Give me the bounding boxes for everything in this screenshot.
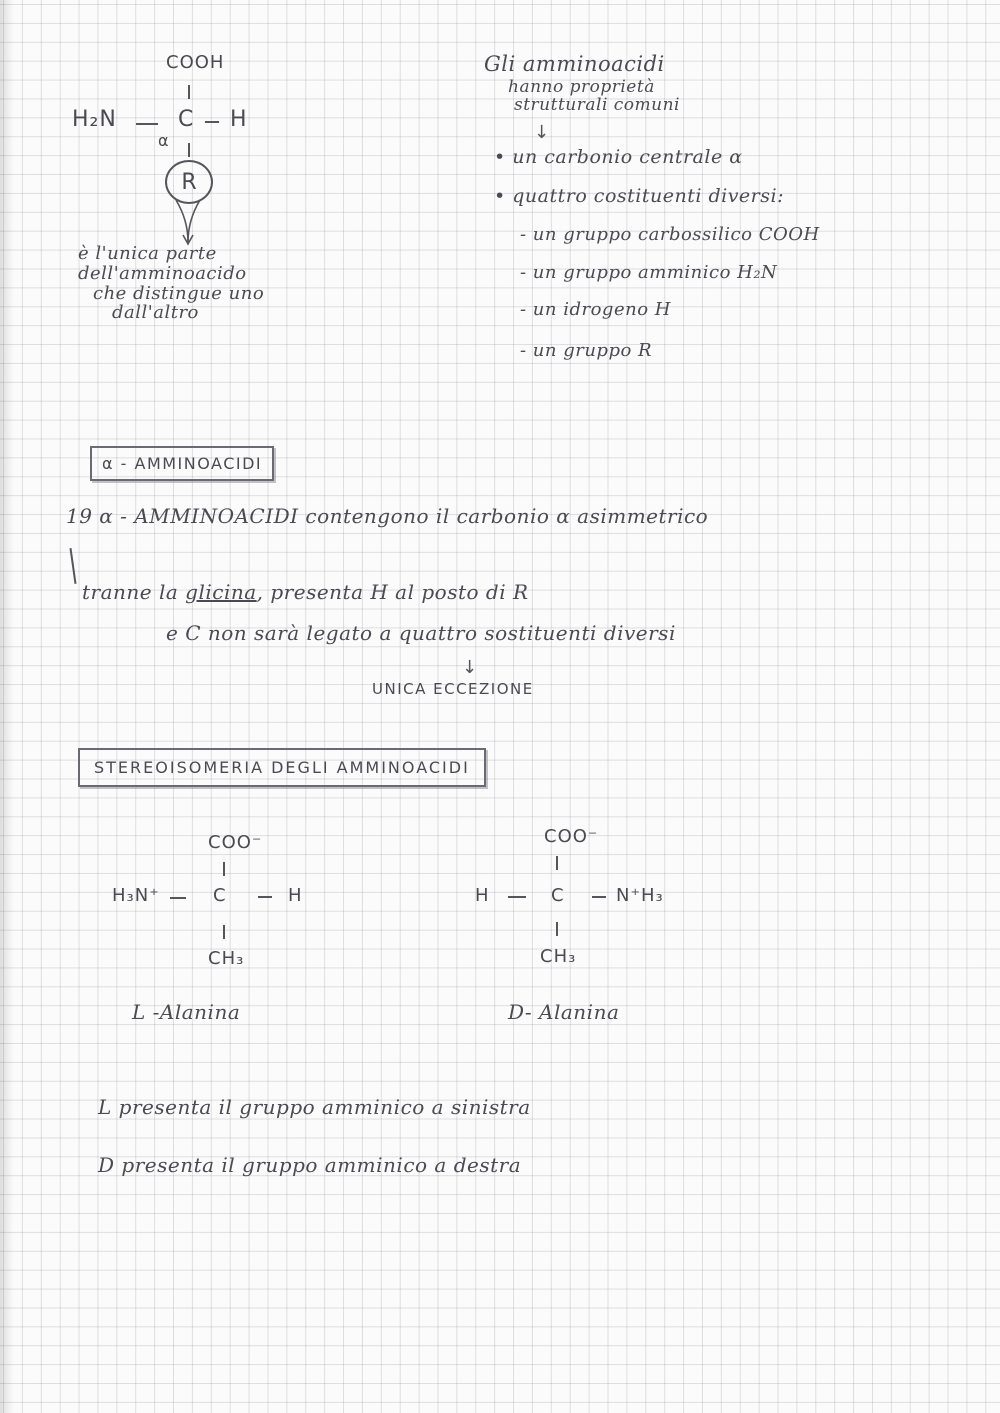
d-coo: COO⁻ <box>544 826 599 847</box>
bond-bottom <box>556 922 558 936</box>
l-h: H <box>288 885 303 906</box>
bond-right <box>205 121 219 123</box>
r-note-line: è l'unica parte <box>78 243 217 264</box>
exception-label: UNICA ECCEZIONE <box>372 680 534 698</box>
constituent-line: - un idrogeno H <box>520 299 671 320</box>
d-ch3: CH₃ <box>540 946 577 967</box>
structure-carbon: C <box>178 107 195 132</box>
r-arrow-icon <box>170 198 206 246</box>
r-note-line: dell'amminoacido <box>78 263 247 284</box>
r-group-label: R <box>181 169 197 195</box>
bond-left <box>170 897 186 899</box>
conclusion-line: L presenta il gruppo amminico a sinistra <box>98 1095 531 1119</box>
l-h3n: H₃N⁺ <box>112 885 160 906</box>
r-note-line: dall'altro <box>112 302 199 323</box>
constituent-line: - un gruppo R <box>520 340 653 361</box>
section-line <box>82 580 529 604</box>
section-title: STEREOISOMERIA DEGLI AMMINOACIDI <box>78 748 486 787</box>
l-ch3: CH₃ <box>208 948 245 969</box>
branch-line <box>70 548 77 584</box>
line-text: tranne la <box>82 580 186 604</box>
d-h: H <box>475 885 490 906</box>
section-line: 19 α - AMMINOACIDI contengono il carbonio α asimmetrico <box>66 504 709 528</box>
structure-h: H <box>230 107 248 132</box>
glicina-word: glicina <box>185 580 257 604</box>
down-arrow-icon: ↓ <box>462 657 478 678</box>
line-text: , presenta H al posto di R <box>256 580 529 604</box>
constituent-line: - un gruppo amminico H₂N <box>520 262 778 283</box>
bond-top <box>188 85 190 99</box>
down-arrow-icon: ↓ <box>534 122 550 143</box>
l-carbon: C <box>213 885 227 906</box>
section-line: e C non sarà legato a quattro sostituenti diversi <box>166 621 676 645</box>
conclusion-line: D presenta il gruppo amminico a destra <box>98 1153 522 1177</box>
bond-left <box>136 123 158 125</box>
section-title: α - AMMINOACIDI <box>90 446 274 481</box>
l-coo: COO⁻ <box>208 832 263 853</box>
property-line: • quattro costituenti diversi: <box>494 185 784 207</box>
bond-left <box>508 896 526 898</box>
l-alanine-label: L -Alanina <box>132 1000 241 1024</box>
intro-line: hanno proprietà <box>508 77 655 97</box>
r-note-line: che distingue uno <box>93 283 265 304</box>
intro-line: Gli amminoacidi <box>484 52 665 76</box>
bond-right <box>258 896 272 898</box>
bond-top <box>223 862 225 876</box>
structure-cooh: COOH <box>166 52 225 73</box>
bond-top <box>556 856 558 870</box>
binding-shadow <box>0 0 14 1413</box>
structure-h2n: H₂N <box>72 107 117 132</box>
property-line: • un carbonio centrale α <box>494 146 743 168</box>
intro-line: strutturali comuni <box>514 95 680 115</box>
d-carbon: C <box>551 885 565 906</box>
d-alanine-label: D- Alanina <box>508 1000 620 1024</box>
alpha-label: α <box>158 131 170 150</box>
bond-bottom <box>188 143 190 157</box>
bond-bottom <box>223 925 225 939</box>
constituent-line: - un gruppo carbossilico COOH <box>520 224 820 245</box>
d-nh3: N⁺H₃ <box>616 885 664 906</box>
bond-right <box>592 896 606 898</box>
